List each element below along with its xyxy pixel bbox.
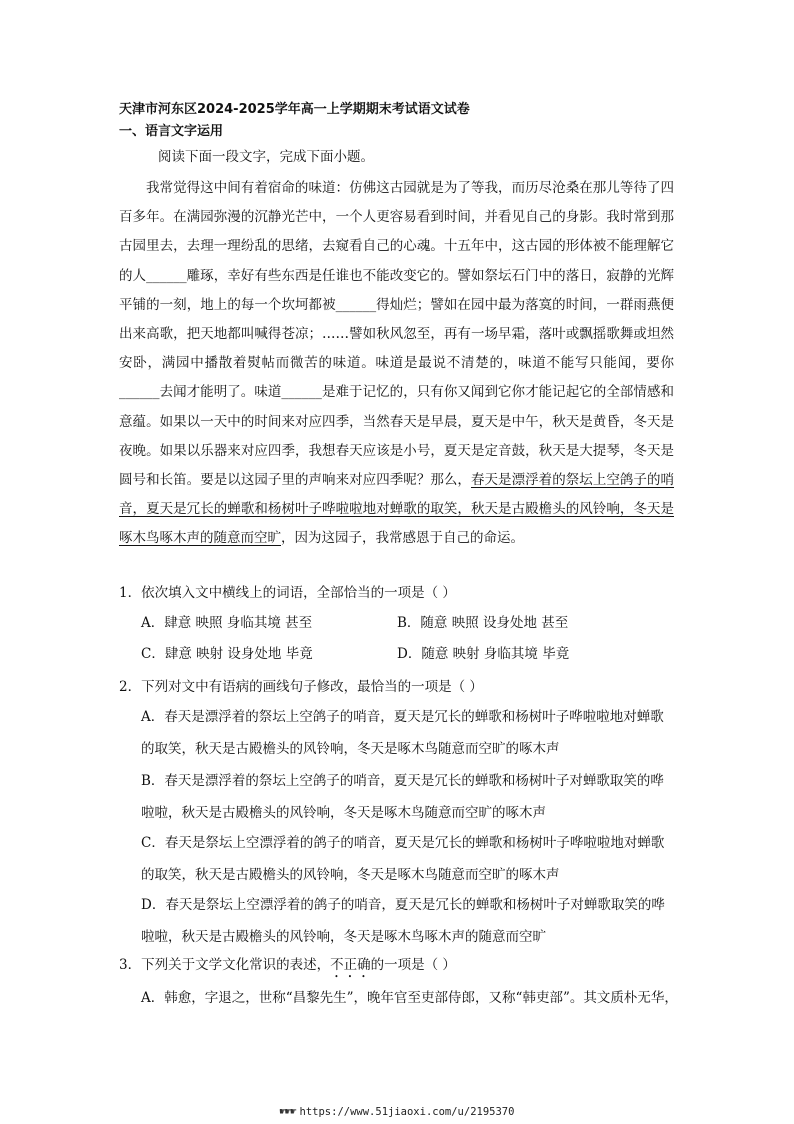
underlined-sentence: 春天是漂浮着的祭坛上空鸽子的哨音，夏天是冗长的蝉歌和杨树叶子哗啦啦地对蝉歌的取笑，秋天是古殿檐头的风铃响，冬天是啄木鸟啄木声的随意而空旷 xyxy=(119,472,675,547)
question-3-stem xyxy=(119,953,679,981)
reading-passage xyxy=(119,174,674,554)
exam-title: 天津市河东区2024-2025学年高一上学期期末考试语文试卷 xyxy=(119,102,470,117)
question-1-option-d[interactable]: D．随意 映射 身临其境 毕竟 xyxy=(397,646,570,662)
question-3-emphasis: 不正确 xyxy=(330,957,371,973)
question-2-option-b[interactable]: B．春天是漂浮着的祭坛上空鸽子的哨音，夏天是冗长的蝉歌和杨树叶子对蝉歌取笑的哗啦啦，秋天是古殿檐头的风铃响，冬天是啄木鸟随意而空旷的啄木声 xyxy=(141,773,664,821)
question-2-stem: 2．下列对文中有语病的画线句子修改，最恰当的一项是（ ） xyxy=(119,679,483,695)
question-1-option-b[interactable]: B．随意 映照 设身处地 甚至 xyxy=(397,615,569,631)
question-1-option-c[interactable]: C．肆意 映射 设身处地 毕竟 xyxy=(141,646,313,662)
footer-url[interactable]: https://www.51jiaoxi.com/u/2195370 xyxy=(299,1106,515,1118)
question-1-option-a[interactable]: A．肆意 映照 身临其境 甚至 xyxy=(141,615,313,631)
passage-tail: ，因为这园子，我常感恩于自己的命运。 xyxy=(281,530,524,547)
reading-instruction: 阅读下面一段文字，完成下面小题。 xyxy=(158,149,374,165)
question-2-option-a[interactable]: A．春天是漂浮着的祭坛上空鸽子的哨音，夏天是冗长的蝉歌和杨树叶子哗啦啦地对蝉歌的取笑，秋天是古殿檐头的风铃响，冬天是啄木鸟随意而空旷的啄木声 xyxy=(141,709,664,757)
footer-marks: ☛☛☛ xyxy=(279,1106,296,1118)
page-footer xyxy=(0,1106,794,1118)
question-1-options-row-2 xyxy=(141,642,653,662)
question-3-stem-before: 3．下列关于文学文化常识的表述， xyxy=(119,957,331,973)
question-3-stem-after: 的一项是（ ） xyxy=(370,957,456,973)
question-2-option-c[interactable]: C．春天是祭坛上空漂浮着的鸽子的哨音，夏天是冗长的蝉歌和杨树叶子哗啦啦地对蝉歌的取笑，秋天是古殿檐头的风铃响，冬天是啄木鸟随意而空旷的啄木声 xyxy=(141,835,665,883)
question-2-option-d[interactable]: D．春天是祭坛上空漂浮着的鸽子的哨音，夏天是冗长的蝉歌和杨树叶子对蝉歌取笑的哗啦啦，秋天是古殿檐头的风铃响，冬天是啄木鸟啄木声的随意而空旷 xyxy=(141,897,665,945)
question-3-option-a[interactable]: A．韩愈，字退之，世称“昌黎先生”，晚年官至吏部侍郎，又称“韩吏部”。其文质朴无华， xyxy=(141,990,678,1006)
question-1-options-row-1 xyxy=(141,611,653,631)
section-heading: 一、语言文字运用 xyxy=(119,124,224,139)
passage-text: 我常觉得这中间有着宿命的味道：仿佛这古园就是为了等我，而历尽沧桑在那儿等待了四百多年。在满园弥漫的沉静光芒中，一个人更容易看到时间，并看见自己的身影。我时常到那古园里去，去理一理纷乱的思绪，去窥看自己的心魂。十五年中，这古园的形体被不能理解它的人______雕琢，幸好有些东西是任谁也不能改变它的。譬如祭坛石门中的落日，寂静的光辉平铺的一刻，地上的每一个坎坷都被______得灿烂；譬如在园中最为落寞的时间，一群雨燕便出来高歌，把天地都叫喊得苍凉；……譬如秋风忽至，再有一场早霜，落叶或飘摇歌舞或坦然安卧，满园中播散着熨帖而微苦的味道。味道是最说不清楚的，味道不能写只能闻，要你______去闻才能明了。味道______是难于记忆的，只有你又闻到它你才能记起它的全部情感和意蕴。如果以一天中的时间来对应四季，当然春天是早晨，夏天是中午，秋天是黄昏，冬天是夜晚。如果以乐器来对应四季，我想春天应该是小号，夏天是定音鼓，秋天是大提琴，冬天是圆号和长笛。要是以这园子里的声响来对应四季呢？那么， xyxy=(119,180,674,489)
question-1-stem: 1．依次填入文中横线上的词语，全部恰当的一项是（ ） xyxy=(119,585,456,601)
